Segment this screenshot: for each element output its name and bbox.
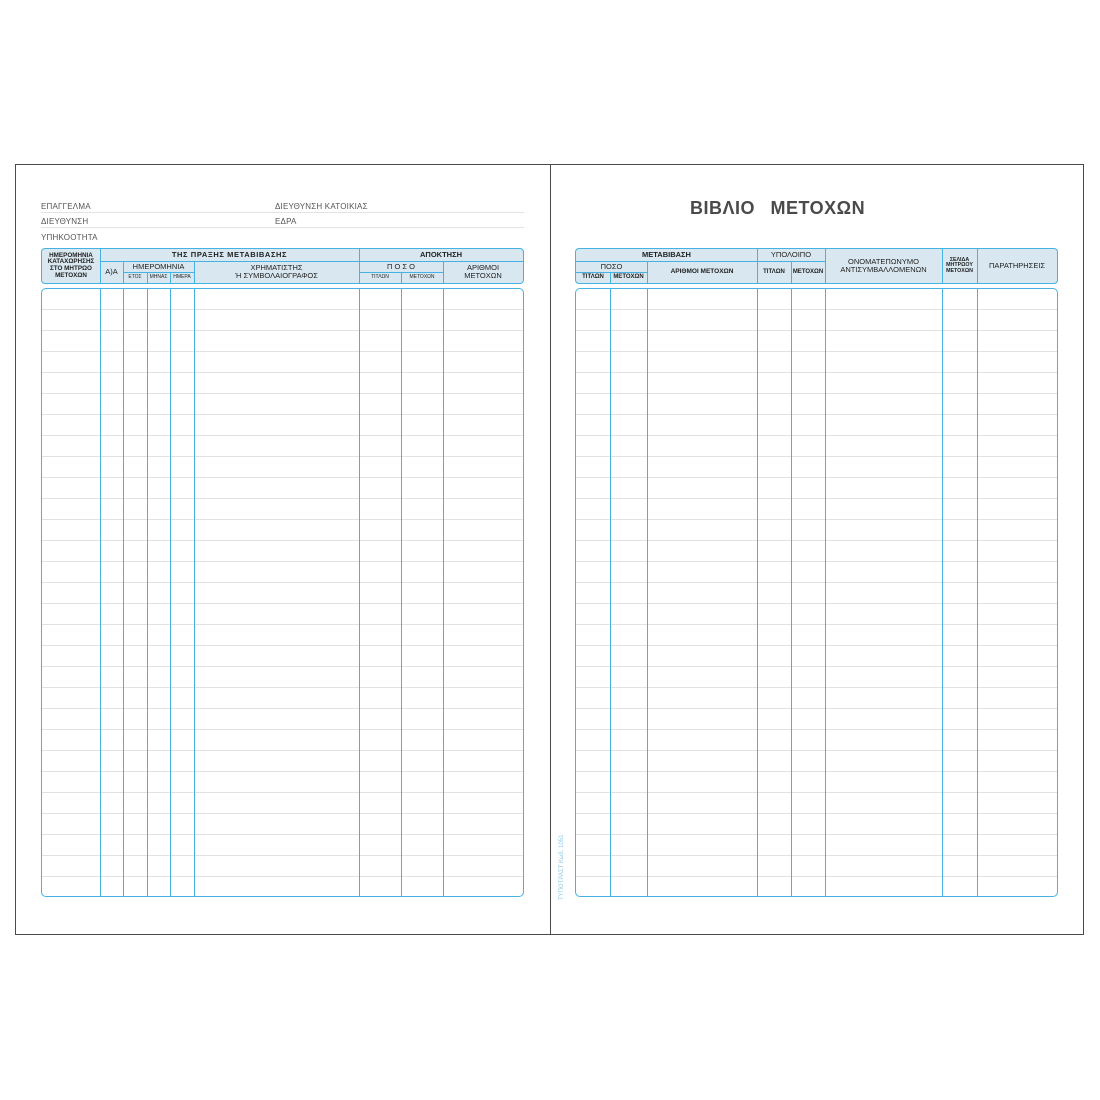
col-share-numbers — [443, 261, 523, 283]
field-line — [41, 227, 524, 228]
col-share-numbers-line2: ΜΕΤΟΧΩΝ — [464, 271, 502, 280]
col-acquisition: ΑΠΟΚΤΗΣΗ — [420, 250, 462, 260]
col-shares: ΜΕΤΟΧΩΝ — [613, 274, 644, 281]
col-registry-page — [942, 249, 977, 283]
col-remarks: ΠΑΡΑΤΗΡΗΣΕΙΣ — [988, 261, 1046, 271]
col-aa: Α)Α — [105, 267, 118, 277]
col-counterparty-line1: ΟΝΟΜΑΤΕΠΩΝΥΜΟ — [848, 257, 919, 267]
col-balance-titles: ΤΙΤΛΩΝ — [763, 268, 785, 275]
page-title: ΒΙΒΛΙΟ ΜΕΤΟΧΩΝ — [690, 198, 866, 218]
col-date: ΗΜΕΡΟΜΗΝΙΑ — [132, 261, 185, 271]
book-spine — [550, 165, 551, 934]
col-shares: ΜΕΤΟΧΩΝ — [409, 273, 435, 280]
col-share-numbers: ΑΡΙΘΜΟΙ ΜΕΤΟΧΩΝ — [670, 267, 734, 275]
col-day: ΗΜΕΡΑ — [173, 273, 191, 280]
right-ledger-body — [575, 288, 1058, 897]
field-label-seat: ΕΔΡΑ — [275, 217, 297, 226]
col-registry-page-line3: ΜΕΤΟΧΩΝ — [946, 267, 973, 274]
col-month: ΜΗΝΑΣ — [149, 273, 168, 280]
col-registry-page-line1: ΣΕΛΙΔΑ — [949, 256, 970, 263]
col-counterparty — [825, 249, 942, 283]
col-amount: Π Ο Σ Ο — [387, 261, 415, 271]
col-balance: ΥΠΟΛΟΙΠΟ — [770, 250, 812, 260]
field-label-nationality: ΥΠΗΚΟΟΤΗΤΑ — [41, 233, 98, 242]
col-amount: ΠΟΣΟ — [600, 261, 623, 271]
col-transfer-act: ΤΗΣ ΠΡΑΞΗΣ ΜΕΤΑΒΙΒΑΣΗΣ — [171, 250, 288, 260]
col-transfer: ΜΕΤΑΒΙΒΑΣΗ — [642, 250, 691, 260]
col-registry-page-line2: ΜΗΤΡΩΟΥ — [946, 262, 973, 269]
right-table-header — [575, 248, 1058, 284]
col-share-numbers-line1: ΑΡΙΘΜΟΙ — [466, 263, 500, 273]
left-ledger-body — [41, 288, 524, 897]
col-balance-shares: ΜΕΤΟΧΩΝ — [792, 268, 824, 275]
field-label-profession: ΕΠΑΓΓΕΛΜΑ — [41, 202, 91, 211]
col-year: ΕΤΟΣ — [128, 273, 142, 280]
col-broker-line2: Ή ΣΥΜΒΟΛΑΙΟΓΡΑΦΟΣ — [235, 271, 318, 280]
left-table-header — [41, 248, 524, 284]
field-label-home-address: ΔΙΕΥΘΥΝΣΗ ΚΑΤΟΙΚΙΑΣ — [275, 202, 368, 211]
field-label-address: ΔΙΕΥΘΥΝΣΗ — [41, 217, 89, 226]
col-counterparty-line2: ΑΝΤΙΣΥΜΒΑΛΛΟΜΕΝΩΝ — [840, 265, 927, 274]
field-line — [41, 212, 524, 213]
col-registry-date: ΗΜΕΡΟΜΗΝΙΑ ΚΑΤΑΧΩΡΗΣΗΣ ΣΤΟ ΜΗΤΡΩΟ ΜΕΤΟΧΩΝ — [47, 251, 95, 279]
col-broker-line1: ΧΡΗΜΑΤΙΣΤΗΣ — [250, 263, 303, 273]
col-titles: ΤΙΤΛΩΝ — [371, 273, 389, 280]
printer-imprint: ΤΥΠΟΤΡΑΣΤ Κωδ. 1051 — [559, 834, 565, 900]
col-broker — [194, 261, 359, 283]
col-titles: ΤΙΤΛΩΝ — [582, 274, 604, 281]
